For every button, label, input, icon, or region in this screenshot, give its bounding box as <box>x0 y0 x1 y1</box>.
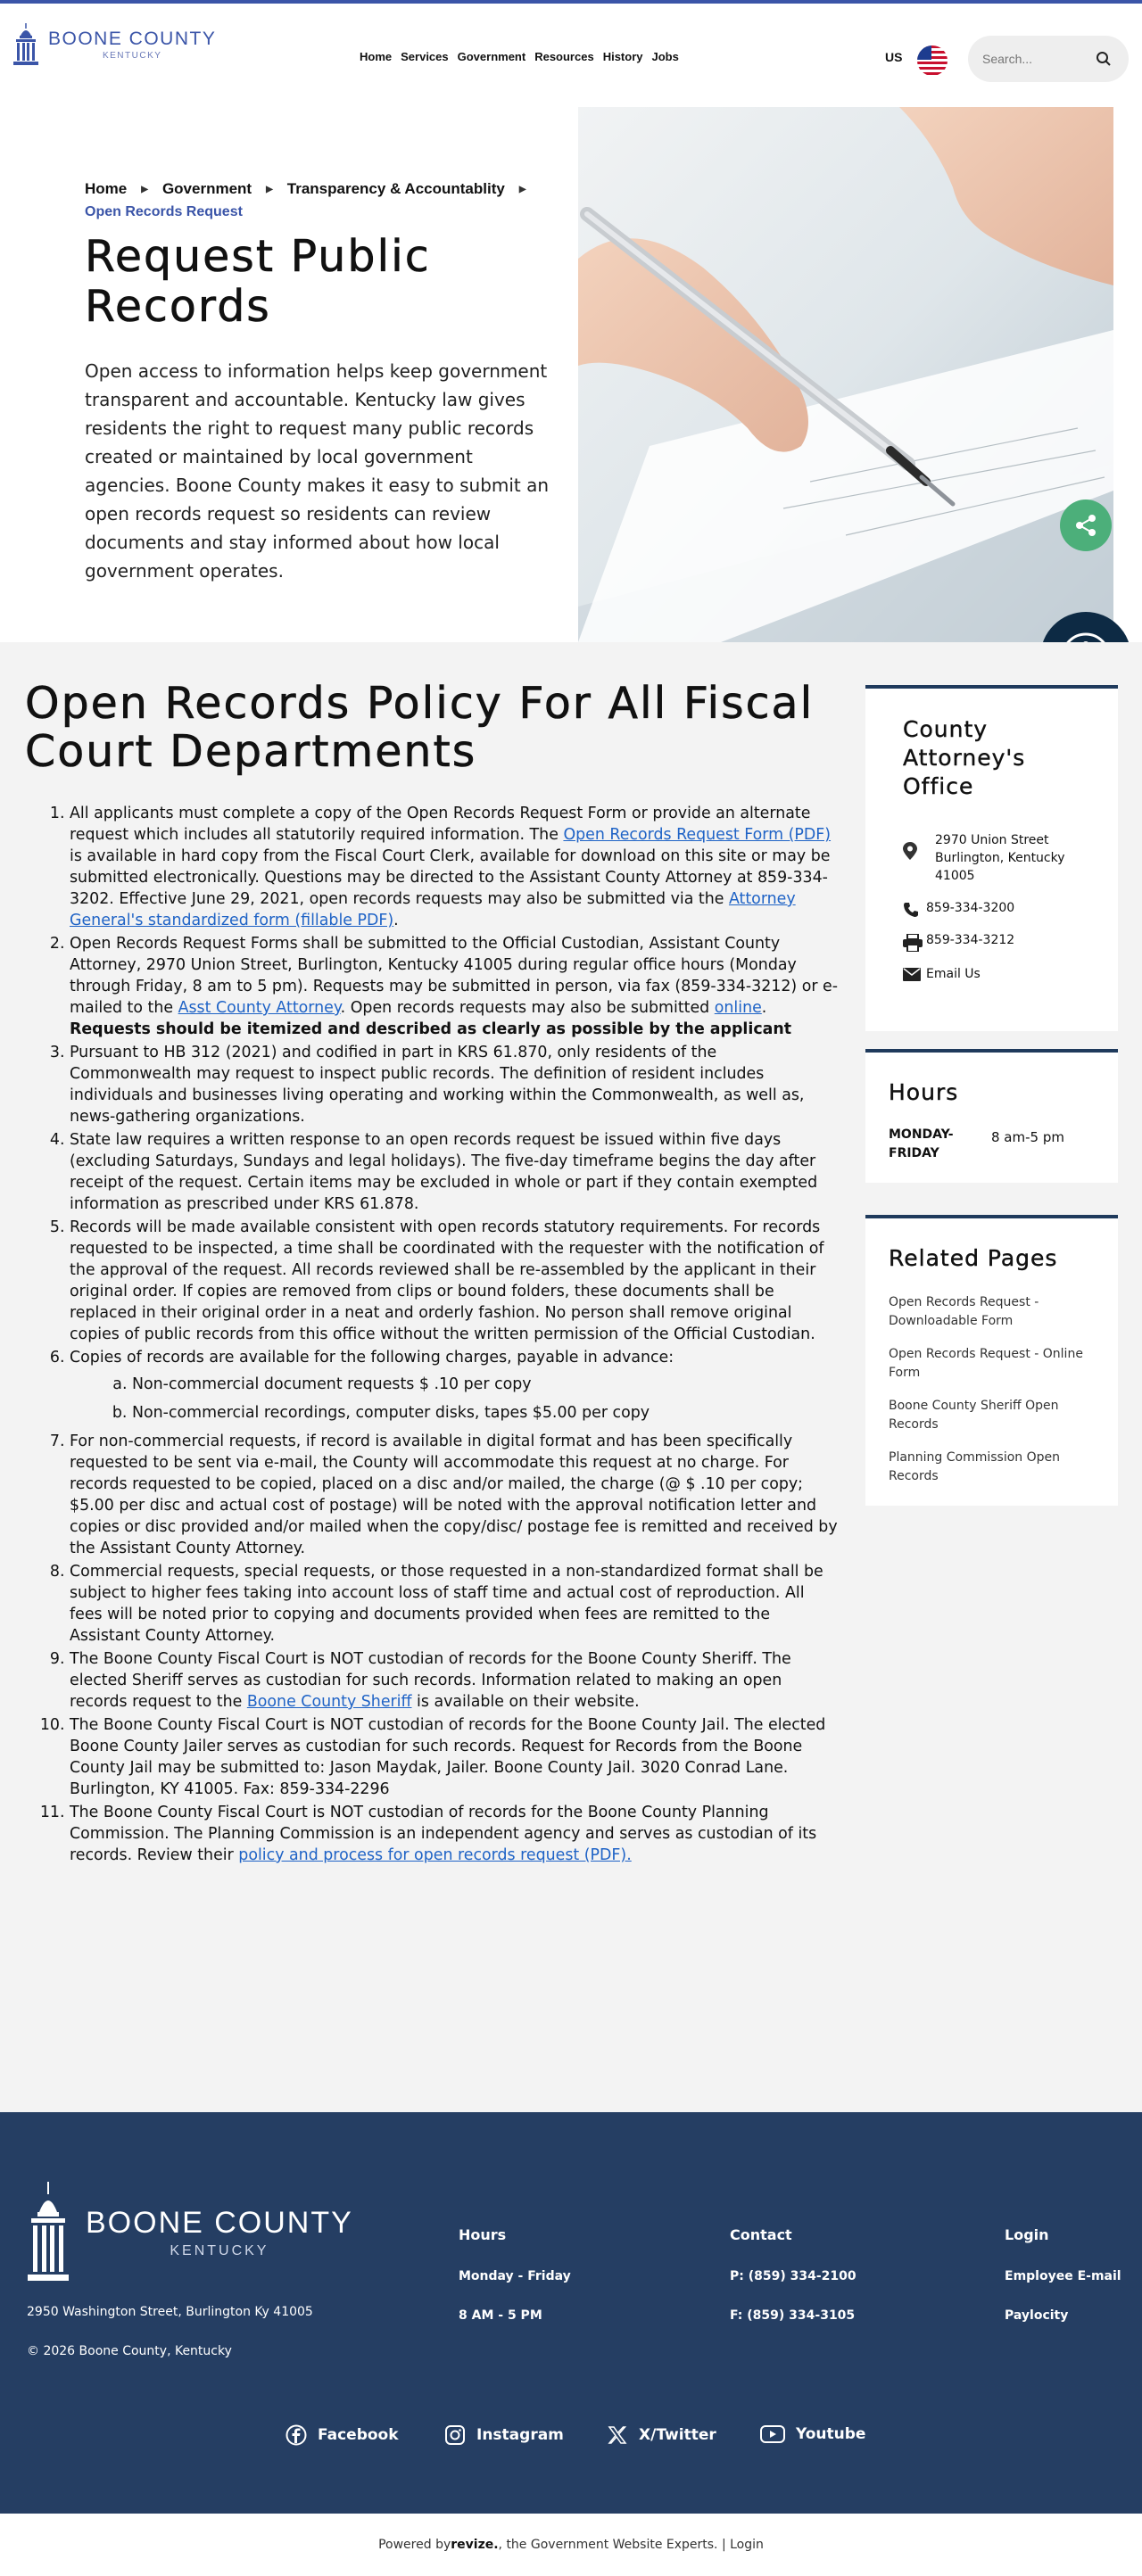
policy-text: . <box>393 912 399 929</box>
policy-title: Open Records Policy For All Fiscal Court Departments <box>25 678 815 777</box>
phone-icon <box>903 902 919 918</box>
phone-text: 859-334-3200 <box>926 901 1015 915</box>
related-pages-card <box>865 1215 1118 1506</box>
breadcrumb-current: Open Records Request <box>85 203 243 219</box>
envelope-icon <box>903 968 921 981</box>
list-item: 10. The Boone County Fiscal Court is NOT custodian of records for the Boone County Jail. The elected Boone County Jailer serves as custodian for such records. Request for Records from the Boone County Jail may be submitted to: Jason Maydak, Jailer. Boone County Jail. 3020 Conrad Lane. Burlington, KY 41005. Fax: 859-334-2296 <box>70 1714 839 1800</box>
search-box <box>968 36 1129 82</box>
list-item: 7. For non-commercial requests, if record is available in digital format and has been specifically requested to be sent via e-mail, the County will accommodate this request at no charge. For records requested to be copied, placed on a disc and/or mailed, the charge (@ $ .10 per copy; $5.00 per disc and actual cost of postage) will be noted with the approval notification letter and copies or disc provided and/or mailed when the copy/disc/ postage fee is remitted and received by the Assistant County Attorney. <box>70 1431 839 1559</box>
list-item <box>70 1347 839 1424</box>
policy-text: The Boone County Fiscal Court is NOT custodian of records for the Boone County Sheriff. The elected Sheriff serves as custodian for such records. Information related to making an open records request to the <box>70 1650 791 1711</box>
footer-copyright: © 2026 Boone County, Kentucky <box>27 2344 232 2358</box>
footer-contact-title: Contact <box>730 2226 792 2243</box>
county-attorney-card <box>865 685 1118 1031</box>
search-input[interactable] <box>982 36 1098 82</box>
employee-email-link[interactable]: Employee E-mail <box>1005 2269 1121 2283</box>
revize-link[interactable]: revize. <box>451 2538 499 2552</box>
language-label[interactable]: US <box>885 50 903 64</box>
youtube-label: Youtube <box>796 2425 866 2443</box>
policy-text: Open Records Request Forms shall be submitted to the Official Custodian, Assistant County Attorney, 2970 Union Street, Burlington, Kentucky 41005 during regular office hours (Monday through Friday, 8 am to 5 pm). Requests may be submitted in person, via fax (859-334-3212) or e-mailed to the <box>70 935 838 1017</box>
related-link-online-form[interactable]: Open Records Request - Online Form <box>889 1347 1083 1380</box>
breadcrumb <box>85 178 567 223</box>
list-item <box>70 1802 839 1866</box>
list-item: 3. Pursuant to HB 312 (2021) and codified in part in KRS 61.870, only residents of the Commonwealth may request to inspect public records. The definition of resident includes individuals and businesses living operating and working within the Commonwealth, as well as, news-gathering organizations. <box>70 1042 839 1127</box>
footer-fax: F: (859) 334-3105 <box>730 2308 856 2323</box>
online-request-link[interactable]: online <box>714 999 762 1017</box>
planning-commission-policy-link[interactable]: policy and process for open records request (PDF). <box>238 1846 632 1864</box>
related-link-sheriff-records[interactable]: Boone County Sheriff Open Records <box>889 1399 1059 1432</box>
nav-history[interactable]: History <box>602 50 643 63</box>
fax-row <box>903 931 1014 952</box>
policy-list <box>70 803 839 1868</box>
policy-section <box>0 642 1142 2112</box>
instagram-link[interactable] <box>444 2424 564 2446</box>
breadcrumb-home[interactable]: Home <box>85 180 128 197</box>
footer-address: 2950 Washington Street, Burlington Ky 41005 <box>27 2305 313 2319</box>
logo-sub: KENTUCKY <box>102 50 162 61</box>
sheriff-link[interactable]: Boone County Sheriff <box>246 1693 412 1711</box>
share-button[interactable] <box>1060 500 1112 551</box>
policy-text: The Boone County Fiscal Court is NOT custodian of records for the Boone County Planning Commission. The Planning Commission is an independent agency and serves as custodian of its records. Review their <box>70 1804 817 1864</box>
phone-row[interactable] <box>903 899 1014 918</box>
related-link-downloadable-form[interactable]: Open Records Request - Downloadable Form <box>889 1295 1039 1328</box>
twitter-label: X/Twitter <box>639 2426 716 2444</box>
nav-jobs[interactable]: Jobs <box>651 50 679 63</box>
footer-login-title: Login <box>1005 2226 1049 2243</box>
related-link-planning-records[interactable]: Planning Commission Open Records <box>889 1450 1061 1483</box>
nav-services[interactable]: Services <box>401 50 449 63</box>
powered-suffix[interactable]: , the Government Website Experts. | Login <box>498 2538 764 2552</box>
hours-card <box>865 1049 1118 1183</box>
us-flag-icon[interactable] <box>917 45 948 76</box>
card-title: County Attorney's Office <box>903 716 1026 799</box>
hours-day: MONDAY-FRIDAY <box>889 1127 954 1160</box>
location-pin-icon <box>903 842 917 860</box>
list-item: 5. Records will be made available consistent with open records statutory requirements. For records requested to be inspected, a time shall be coordinated with the requester with the notification of the approval of the request. All records reviewed shall be re-assembled by the applicant in their original order. If copies are removed from clips or bound folders, these documents shall be replaced in their original order in a neat and orderly fashion. No person shall remove original copies of public records from this office without the written permission of the Official Custodian. <box>70 1217 839 1345</box>
policy-text: Copies of records are available for the following charges, payable in advance: <box>70 1349 674 1366</box>
itemized-note: Requests should be itemized and described as clearly as possible by the applicant <box>70 1020 792 1038</box>
courthouse-logo-icon <box>27 2182 70 2285</box>
footer-logo-sub: KENTUCKY <box>170 2243 269 2258</box>
x-twitter-icon <box>607 2424 628 2446</box>
nav-home[interactable]: Home <box>360 50 393 63</box>
youtube-icon <box>760 2424 785 2444</box>
facebook-label: Facebook <box>318 2426 399 2444</box>
instagram-icon <box>444 2424 466 2446</box>
facebook-icon <box>286 2424 307 2446</box>
site-footer <box>0 2112 1142 2514</box>
site-logo[interactable] <box>12 23 216 66</box>
address-text: 2970 Union Street Burlington, Kentucky 41005 <box>935 833 1065 883</box>
twitter-link[interactable] <box>607 2424 716 2446</box>
policy-text: is available in hard copy from the Fiscal Court Clerk, available for download on this site or may be submitted electronically. Questions may be directed to the Assistant County Attorney at 859-334-3202. Effective June 29, 2021, open records requests may also be submitted via the <box>70 847 831 908</box>
open-records-form-link[interactable]: Open Records Request Form (PDF) <box>563 826 832 844</box>
courthouse-logo-icon <box>12 23 39 66</box>
breadcrumb-separator-icon: ▶ <box>266 184 273 194</box>
attorney-general-form-link[interactable]: Attorney General's standardized form (fillable PDF) <box>70 890 796 929</box>
list-item: 8. Commercial requests, special requests, or those requested in a non-standardized format shall be subject to higher fees taking into account loss of staff time and actual cost of reproduction. All fees will be noted prior to copying and documents provided when fees are remitted to the Assistant County Attorney. <box>70 1561 839 1647</box>
charges-list <box>70 1374 839 1424</box>
breadcrumb-transparency[interactable]: Transparency & Accountablity <box>286 180 505 197</box>
logo-name: BOONE COUNTY <box>48 28 217 49</box>
policy-text: is available on their website. <box>411 1693 640 1711</box>
list-item <box>70 803 839 931</box>
fax-text: 859-334-3212 <box>926 933 1015 947</box>
card-title: Hours <box>889 1079 959 1105</box>
breadcrumb-separator-icon: ▶ <box>141 184 148 194</box>
nav-resources[interactable]: Resources <box>534 50 594 63</box>
main-nav <box>360 50 688 63</box>
powered-prefix: Powered by <box>378 2538 451 2552</box>
hero-section <box>0 107 1142 642</box>
card-title: Related Pages <box>889 1245 1058 1271</box>
facebook-link[interactable] <box>286 2424 399 2446</box>
footer-logo-name: BOONE COUNTY <box>86 2206 353 2240</box>
hero-lead-text: Open access to information helps keep government transparent and accountable. Kentucky law gives residents the right to request many public records created or maintained by local government agencies. Boone County makes it easy to submit an open records request so residents can review documents and stay informed about how local government operates. <box>85 360 550 582</box>
nav-government[interactable]: Government <box>457 50 526 63</box>
search-icon[interactable] <box>1096 51 1112 67</box>
fax-icon <box>903 934 923 952</box>
list-item <box>70 1648 839 1713</box>
instagram-label: Instagram <box>476 2426 564 2444</box>
email-row[interactable] <box>903 965 981 983</box>
policy-text: . Open records requests may also be submitted <box>340 999 715 1017</box>
list-item: 4. State law requires a written response to an open records request be issued within five days (excluding Saturdays, Sundays and legal holidays). The five-day timeframe begins the day after receipt of the request. Certain items may be excluded in whole or part if they contain exempted information as prescribed under KRS 61.878. <box>70 1129 839 1215</box>
breadcrumb-separator-icon: ▶ <box>518 184 526 194</box>
footer-hours-days: Monday - Friday <box>459 2269 571 2283</box>
breadcrumb-government[interactable]: Government <box>161 180 252 197</box>
paylocity-link[interactable]: Paylocity <box>1005 2308 1069 2323</box>
address-row <box>903 831 1081 885</box>
email-text: Email Us <box>926 967 981 981</box>
asst-county-attorney-link[interactable]: Asst County Attorney <box>178 999 341 1017</box>
footer-logo[interactable] <box>27 2182 353 2285</box>
site-header <box>0 4 1142 107</box>
hours-time: 8 am-5 pm <box>991 1129 1064 1145</box>
page-title: Request Public Records <box>85 231 431 332</box>
share-icon <box>1073 513 1098 538</box>
charge-item: b. Non-commercial recordings, computer disks, tapes $5.00 per copy <box>132 1402 839 1424</box>
related-links <box>889 1293 1094 1500</box>
list-item <box>70 933 839 1040</box>
youtube-link[interactable] <box>760 2424 865 2444</box>
footer-hours-time: 8 AM - 5 PM <box>459 2308 542 2323</box>
footer-phone[interactable]: P: (859) 334-2100 <box>730 2269 856 2283</box>
policy-text: . <box>761 999 767 1017</box>
hero-image-hand-writing <box>578 107 1113 642</box>
policy-text: All applicants must complete a copy of the Open Records Request Form or provide an alternate request which includes all statutorily required information. The <box>70 805 811 844</box>
powered-by-bar <box>0 2514 1142 2576</box>
footer-hours-title: Hours <box>459 2226 507 2243</box>
charge-item: a. Non-commercial document requests $ .10 per copy <box>132 1374 839 1395</box>
